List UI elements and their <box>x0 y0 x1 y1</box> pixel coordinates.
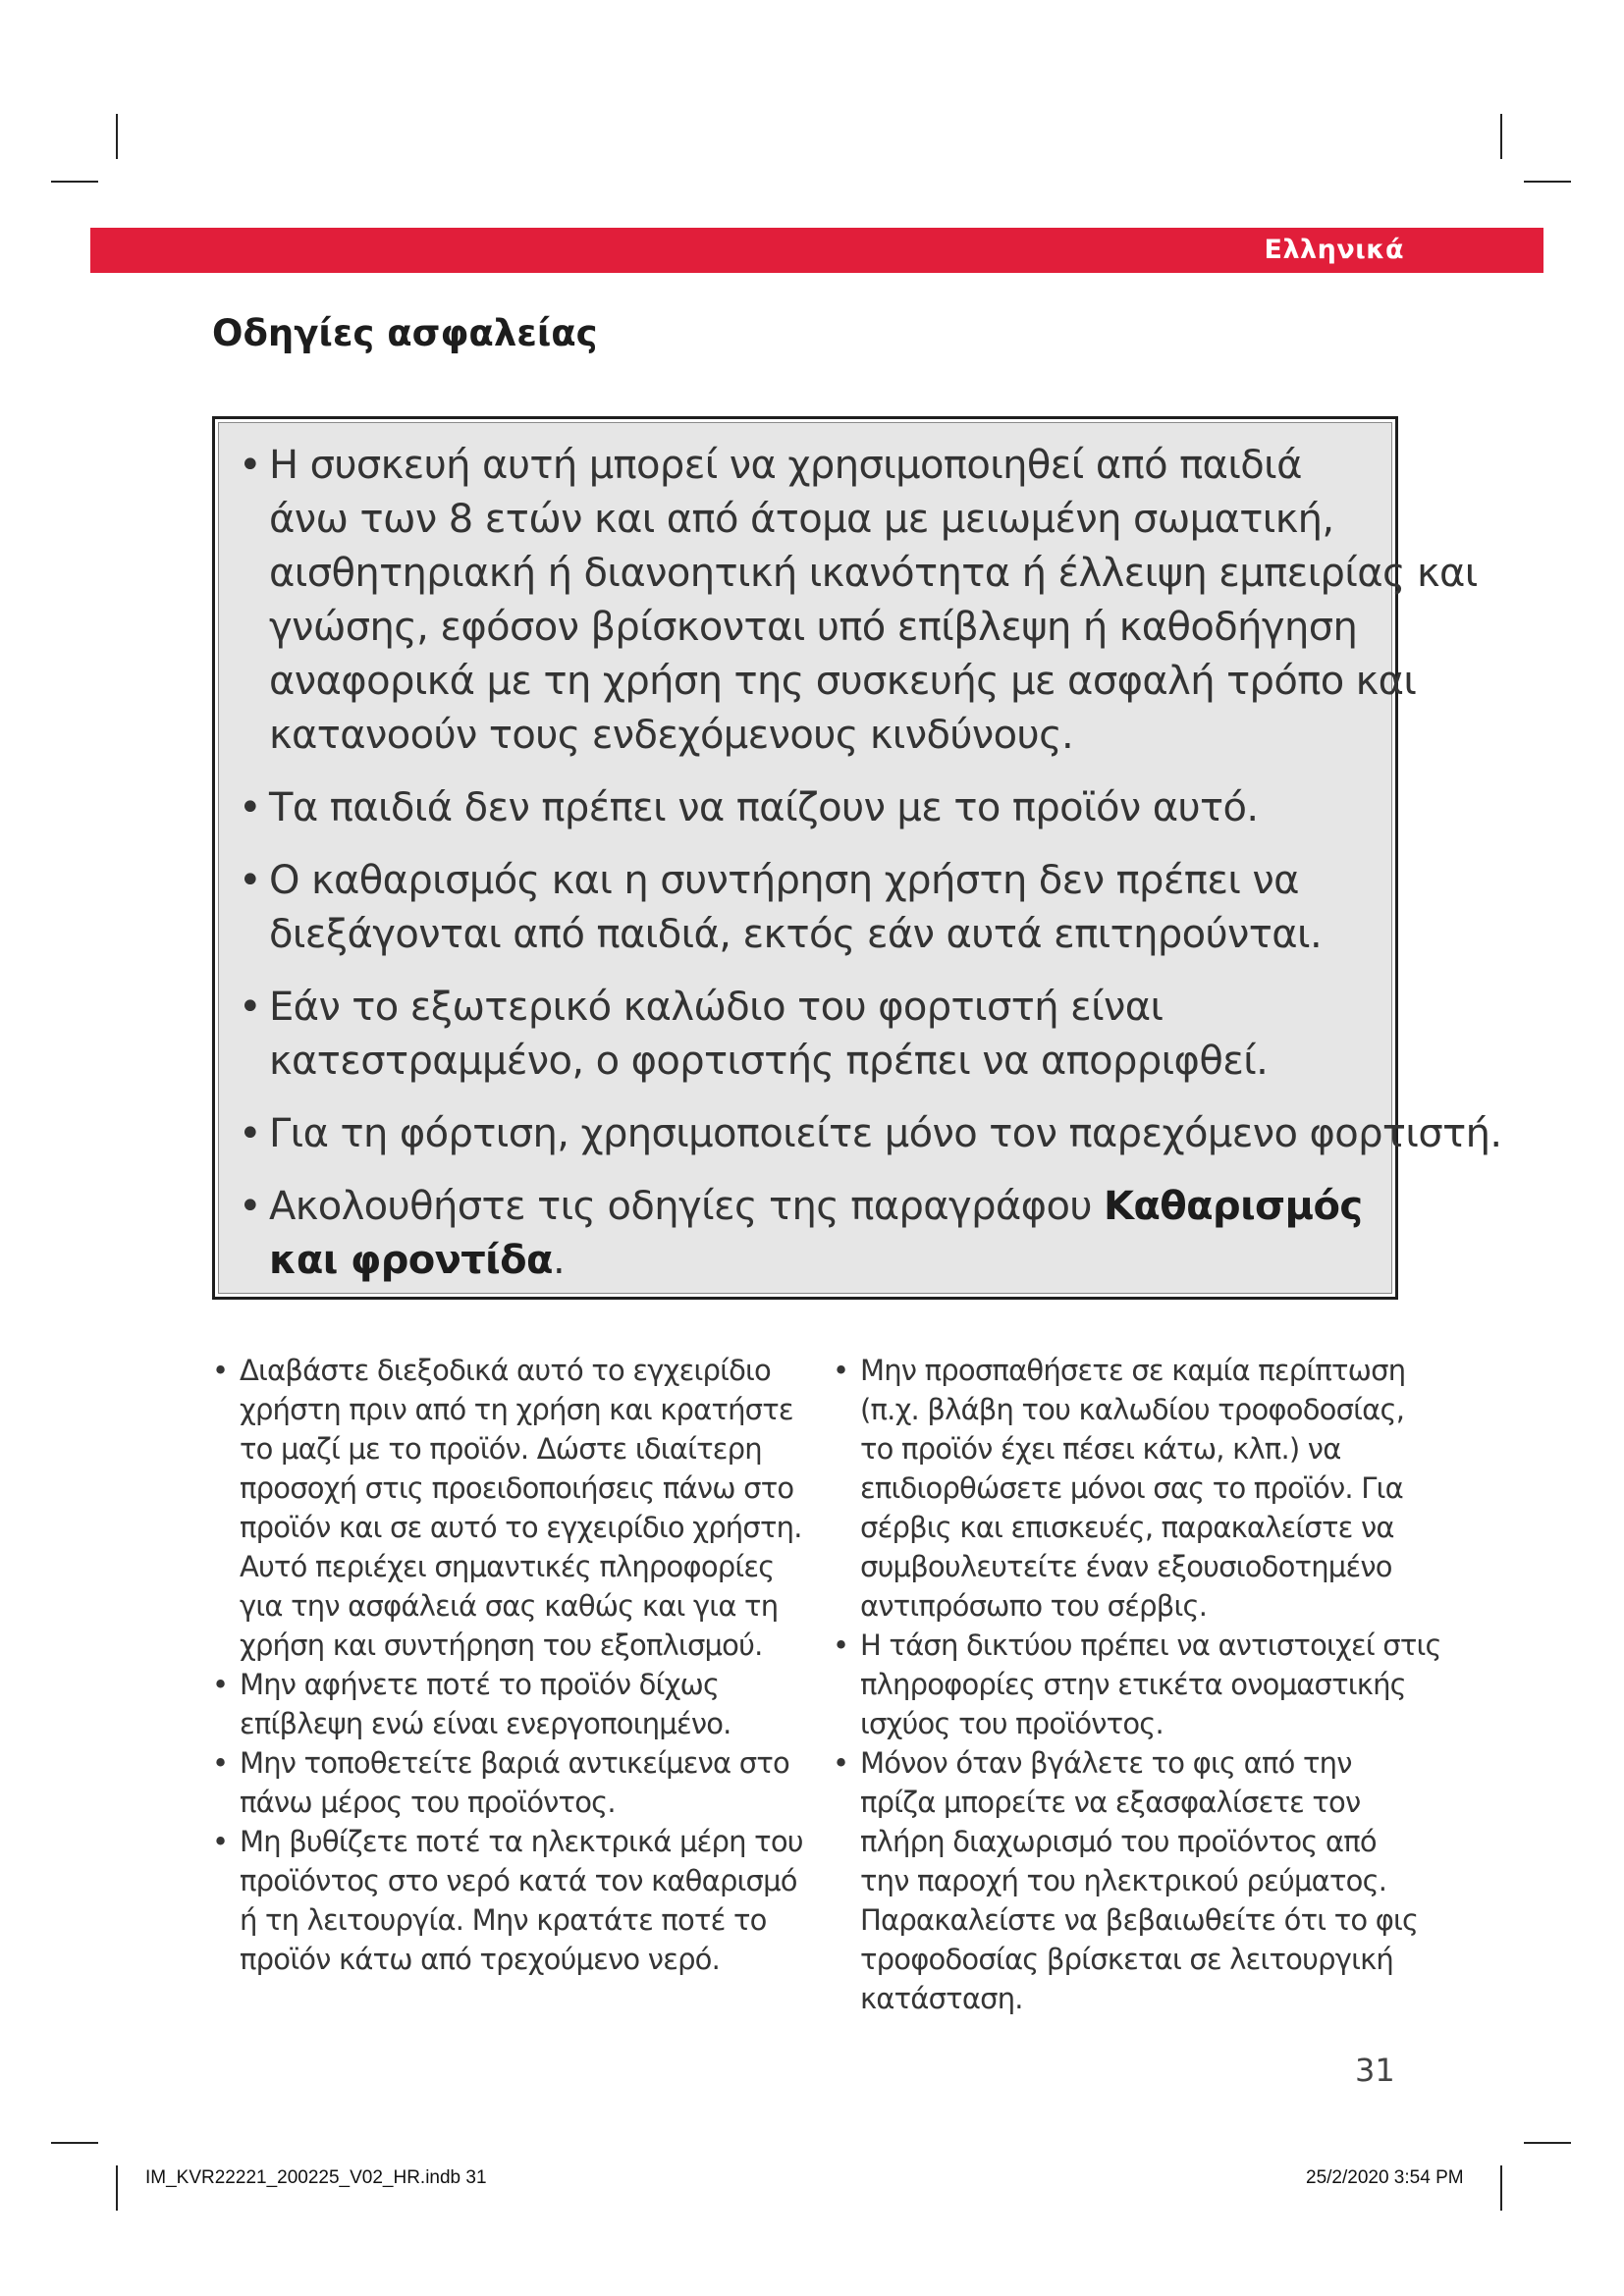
list-line: Μην προσπαθήσετε σε καμία περίπτωση <box>860 1354 1406 1387</box>
list-item <box>212 1822 803 1979</box>
crop-mark <box>1500 114 1502 159</box>
left-column <box>212 1351 803 1979</box>
warning-item <box>239 1107 1502 1161</box>
list-item <box>212 1351 802 1665</box>
list-line: πάνω μέρος του προϊόντος. <box>240 1786 616 1819</box>
safety-warning-panel <box>218 422 1502 1294</box>
warning-text: . <box>552 1238 566 1283</box>
list-line: τροφοδοσίας βρίσκεται σε λειτουργική <box>860 1943 1393 1976</box>
list-line: αντιπρόσωπο του σέρβις. <box>860 1589 1208 1623</box>
list-line: προϊόν κάτω από τρεχούμενο νερό. <box>240 1943 721 1976</box>
section-reference: και φροντίδα <box>269 1238 553 1283</box>
warning-line: κατανοούν τους ενδεχόμενους κινδύνους. <box>269 713 1074 758</box>
warning-line: Ο καθαρισμός και η συντήρηση χρήστη δεν πρέπει να <box>269 858 1299 903</box>
list-item <box>833 1626 1441 1743</box>
warning-line: διεξάγονται από παιδιά, εκτός εάν αυτά επιτηρούνται. <box>269 912 1323 957</box>
list-item <box>212 1743 789 1822</box>
warning-text: Ακολουθήστε τις οδηγίες της παραγράφου <box>269 1184 1104 1229</box>
list-line: το προϊόν έχει πέσει κάτω, κλπ.) να <box>860 1432 1341 1466</box>
list-line: πληροφορίες στην ετικέτα ονομαστικής <box>860 1668 1406 1701</box>
list-item <box>833 1351 1407 1626</box>
footer-file-name: IM_KVR22221_200225_V02_HR.indb 31 <box>145 2167 487 2188</box>
safety-list <box>833 1351 1441 2018</box>
list-line: χρήστη πριν από τη χρήση και κρατήστε <box>240 1393 793 1426</box>
warning-line: Εάν το εξωτερικό καλώδιο του φορτιστή είναι <box>269 985 1164 1030</box>
safety-list <box>212 1351 803 1979</box>
list-line: πλήρη διαχωρισμό του προϊόντος από <box>860 1825 1377 1858</box>
warning-item <box>239 981 1387 1089</box>
warning-line: Για τη φόρτιση, χρησιμοποιείτε μόνο τον παρεχόμενο φορτιστή. <box>269 1111 1502 1156</box>
warning-list <box>239 439 1502 1288</box>
crop-mark <box>51 181 98 183</box>
list-line: χρήση και συντήρηση του εξοπλισμού. <box>240 1629 763 1662</box>
crop-mark <box>1524 181 1571 183</box>
warning-line: άνω των 8 ετών και από άτομα με μειωμένη σωματική, <box>269 497 1334 542</box>
list-line: προϊόν και σε αυτό το εγχειρίδιο χρήστη. <box>240 1511 802 1544</box>
crop-mark <box>1500 2165 1502 2211</box>
list-line: Μη βυθίζετε ποτέ τα ηλεκτρικά μέρη του <box>240 1825 803 1858</box>
page-number: 31 <box>1355 2052 1395 2089</box>
list-item <box>833 1743 1419 2018</box>
safety-warning-box <box>212 416 1502 1300</box>
list-line: το μαζί με το προϊόν. Δώστε ιδιαίτερη <box>240 1432 762 1466</box>
footer-timestamp: 25/2/2020 3:54 PM <box>1306 2167 1464 2188</box>
warning-item <box>239 781 1387 835</box>
list-line: επιδιορθώσετε μόνοι σας το προϊόν. Για <box>860 1471 1403 1505</box>
list-item <box>212 1665 786 1743</box>
page-title: Οδηγίες ασφαλείας <box>212 312 598 354</box>
warning-item <box>239 439 1478 763</box>
list-line: (π.χ. βλάβη του καλωδίου τροφοδοσίας, <box>860 1393 1405 1426</box>
list-line: συμβουλευτείτε έναν εξουσιοδοτημένο <box>860 1550 1392 1583</box>
crop-mark <box>116 114 118 159</box>
warning-line: Τα παιδιά δεν πρέπει να παίζουν με το προϊόν αυτό. <box>269 785 1259 830</box>
list-line: Μόνον όταν βγάλετε το φις από την <box>860 1746 1352 1780</box>
list-line: Διαβάστε διεξοδικά αυτό το εγχειρίδιο <box>240 1354 771 1387</box>
list-line: σέρβις και επισκευές, παρακαλείστε να <box>860 1511 1394 1544</box>
list-line: ισχύος του προϊόντος. <box>860 1707 1164 1740</box>
list-line: την παροχή του ηλεκτρικού ρεύματος. <box>860 1864 1387 1897</box>
list-line: Παρακαλείστε να βεβαιωθείτε ότι το φις <box>860 1903 1419 1937</box>
warning-item <box>239 1180 1387 1288</box>
warning-item <box>239 854 1387 962</box>
crop-mark <box>1524 2142 1571 2144</box>
warning-line: Η συσκευή αυτή μπορεί να χρησιμοποιηθεί από παιδιά <box>269 443 1302 488</box>
language-header-bar <box>90 228 1543 273</box>
right-column <box>833 1351 1441 2018</box>
language-label: Ελληνικά <box>1264 235 1404 265</box>
warning-line: γνώσης, εφόσον βρίσκονται υπό επίβλεψη ή καθοδήγηση <box>269 605 1358 650</box>
list-line: Αυτό περιέχει σημαντικές πληροφορίες <box>240 1550 775 1583</box>
list-line: κατάσταση. <box>860 1982 1023 2015</box>
list-line: πρίζα μπορείτε να εξασφαλίσετε τον <box>860 1786 1361 1819</box>
list-line: ή τη λειτουργία. Μην κρατάτε ποτέ το <box>240 1903 767 1937</box>
list-line: Μην αφήνετε ποτέ το προϊόν δίχως <box>240 1668 720 1701</box>
crop-mark <box>116 2165 118 2211</box>
crop-mark <box>51 2142 98 2144</box>
list-line: προσοχή στις προειδοποιήσεις πάνω στο <box>240 1471 794 1505</box>
warning-line: κατεστραμμένο, ο φορτιστής πρέπει να απορριφθεί. <box>269 1039 1269 1084</box>
list-line: επίβλεψη ενώ είναι ενεργοποιημένο. <box>240 1707 731 1740</box>
list-line: για την ασφάλειά σας καθώς και για τη <box>240 1589 779 1623</box>
list-line: προϊόντος στο νερό κατά τον καθαρισμό <box>240 1864 797 1897</box>
warning-line: αναφορικά με τη χρήση της συσκευής με ασφαλή τρόπο και <box>269 659 1417 704</box>
section-reference: Καθαρισμός <box>1104 1184 1363 1229</box>
list-line: Μην τοποθετείτε βαριά αντικείμενα στο <box>240 1746 789 1780</box>
warning-line: αισθητηριακή ή διανοητική ικανότητα ή έλλειψη εμπειρίας και <box>269 551 1478 596</box>
list-line: Η τάση δικτύου πρέπει να αντιστοιχεί στις <box>860 1629 1441 1662</box>
